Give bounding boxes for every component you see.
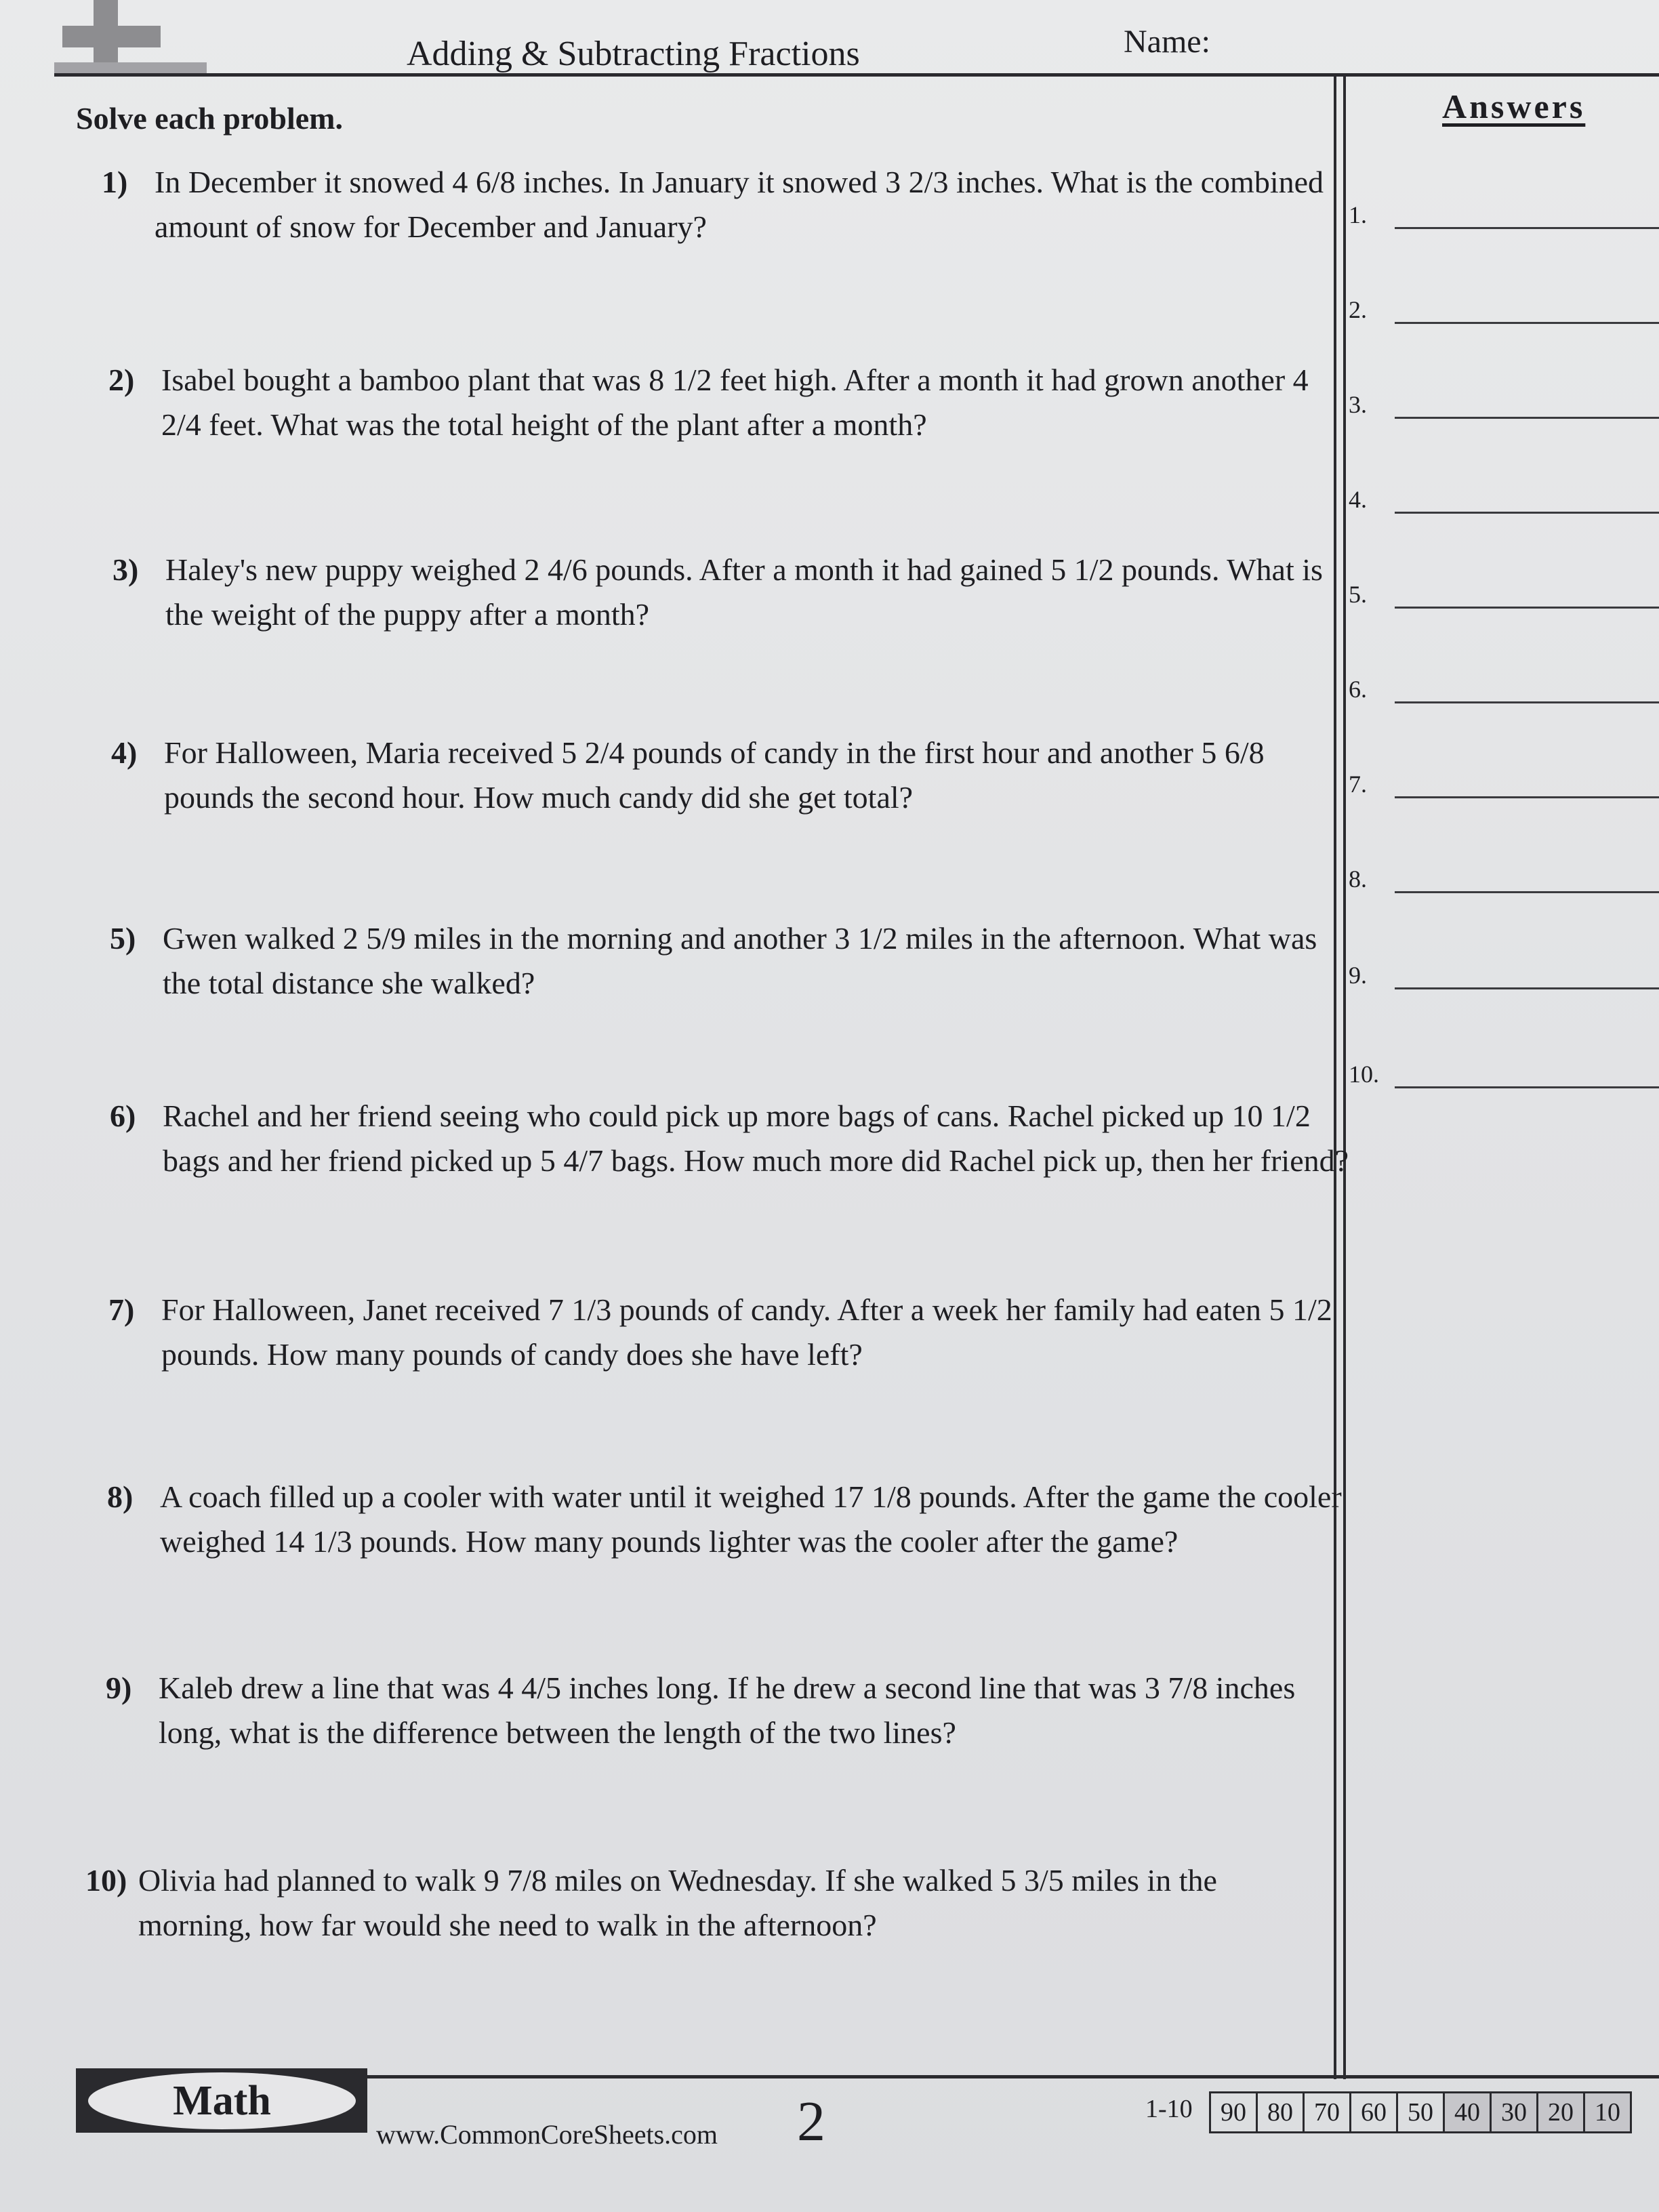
answer-number: 9. [1349, 962, 1367, 989]
answers-heading: Answers [1442, 87, 1586, 125]
page-number: 2 [797, 2090, 825, 2153]
problem-text: For Halloween, Janet received 7 1/3 pounds of candy. After a week her family had eaten 5 1/2 pounds. How many pounds of candy does she have left? [161, 1292, 1332, 1372]
answer-line[interactable] [1395, 701, 1659, 703]
problem-text: Gwen walked 2 5/9 miles in the morning and another 3 1/2 miles in the afternoon. What was the total distance she walked? [163, 921, 1317, 1000]
answer-line[interactable] [1395, 607, 1659, 609]
problem-text: In December it snowed 4 6/8 inches. In January it snowed 3 2/3 inches. What is the combined amount of snow for December and January? [155, 165, 1324, 244]
subject-label: Math [88, 2072, 356, 2129]
answer-number: 1. [1349, 201, 1367, 228]
answer-number: 2. [1349, 296, 1367, 323]
problem-number: 2) [108, 363, 135, 397]
answer-slot [1349, 670, 1659, 703]
instructions: Solve each problem. [76, 101, 343, 136]
problem-number: 9) [106, 1671, 132, 1705]
answer-number: 3. [1349, 391, 1367, 418]
score-cell: 70 [1305, 2093, 1351, 2131]
score-cell: 20 [1538, 2093, 1585, 2131]
answer-slot [1349, 290, 1659, 324]
answer-number: 10. [1349, 1061, 1379, 1088]
header-divider [54, 73, 1659, 77]
answer-number: 4. [1349, 486, 1367, 513]
plus-minus-logo-icon [54, 0, 210, 75]
score-cell: 60 [1351, 2093, 1398, 2131]
answer-slot [1349, 480, 1659, 514]
problem-number: 4) [111, 735, 138, 770]
problem-number: 1) [102, 165, 128, 199]
score-cell: 50 [1398, 2093, 1445, 2131]
answer-line[interactable] [1395, 1086, 1659, 1088]
answer-slot [1349, 195, 1659, 229]
problem-number: 8) [107, 1479, 134, 1514]
answer-line[interactable] [1395, 227, 1659, 229]
problem-number: 3) [112, 552, 139, 587]
answer-line[interactable] [1395, 796, 1659, 798]
score-cell: 40 [1445, 2093, 1492, 2131]
problem-number: 10) [85, 1863, 127, 1898]
problem-text: Haley's new puppy weighed 2 4/6 pounds. After a month it had gained 5 1/2 pounds. What is the weight of the puppy after a month? [165, 552, 1323, 632]
problem-number: 6) [110, 1099, 136, 1133]
answer-number: 5. [1349, 581, 1367, 608]
problem-text: A coach filled up a cooler with water until it weighed 17 1/8 pounds. After the game the cooler weighed 14 1/3 pounds. How many pounds lighter was the cooler after the game? [160, 1479, 1342, 1559]
answer-slot [1349, 385, 1659, 419]
problem-text: Isabel bought a bamboo plant that was 8 1/2 feet high. After a month it had grown another 4 2/4 feet. What was the total height of the plant after a month? [161, 363, 1309, 442]
answer-slot [1349, 859, 1659, 893]
answer-line[interactable] [1395, 417, 1659, 419]
score-cell: 10 [1585, 2093, 1630, 2131]
score-cell: 30 [1492, 2093, 1538, 2131]
answer-slot [1349, 575, 1659, 609]
answer-line[interactable] [1395, 322, 1659, 324]
name-label: Name: [1124, 24, 1210, 60]
answer-line[interactable] [1395, 512, 1659, 514]
score-table [1209, 2091, 1632, 2133]
answer-slot [1349, 1054, 1659, 1088]
problem-text: Kaleb drew a line that was 4 4/5 inches long. If he drew a second line that was 3 7/8 inches long, what is the difference between the length of the two lines? [159, 1671, 1296, 1750]
score-cell: 80 [1258, 2093, 1305, 2131]
problem-number: 7) [108, 1292, 135, 1327]
answer-line[interactable] [1395, 987, 1659, 989]
problem-number: 5) [110, 921, 136, 956]
score-cell: 90 [1211, 2093, 1258, 2131]
problem-text: For Halloween, Maria received 5 2/4 pounds of candy in the first hour and another 5 6/8 pounds the second hour. How much candy did she get total? [164, 735, 1265, 815]
answer-slot [1349, 956, 1659, 989]
answer-slot [1349, 764, 1659, 798]
answer-number: 8. [1349, 865, 1367, 893]
problem-text: Rachel and her friend seeing who could pick up more bags of cans. Rachel picked up 10 1/2 bags and her friend picked up 5 4/7 bags. How much more did Rachel pick up, then her friend? [163, 1099, 1349, 1178]
answer-number: 7. [1349, 771, 1367, 798]
worksheet-title: Adding & Subtracting Fractions [407, 35, 860, 73]
answer-number: 6. [1349, 676, 1367, 703]
website-url: www.CommonCoreSheets.com [376, 2119, 718, 2150]
answer-line[interactable] [1395, 891, 1659, 893]
score-range-label: 1-10 [1145, 2095, 1193, 2123]
problem-text: Olivia had planned to walk 9 7/8 miles on Wednesday. If she walked 5 3/5 miles in the morning, how far would she need to walk in the afternoon? [138, 1863, 1217, 1942]
